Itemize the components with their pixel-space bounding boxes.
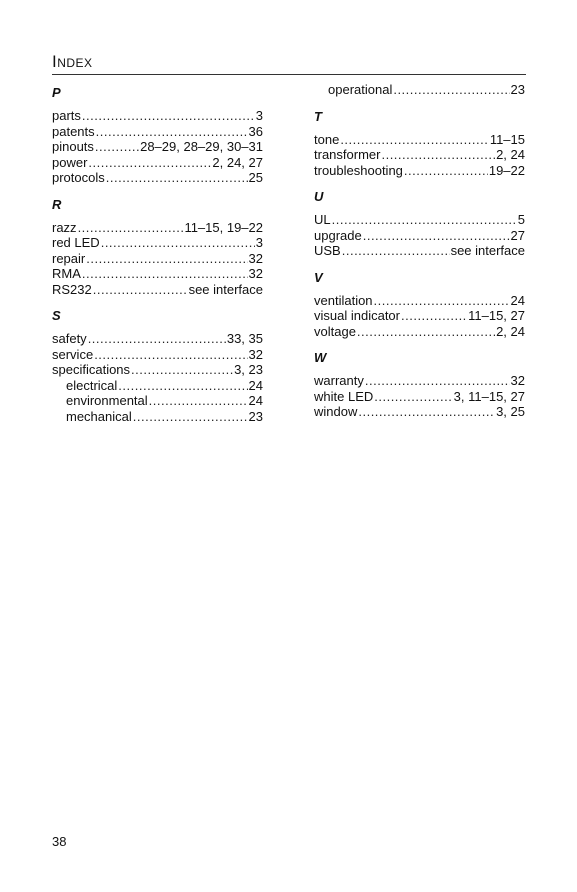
index-term: operational	[328, 82, 393, 97]
index-entry	[52, 124, 263, 140]
index-term: service	[52, 346, 94, 362]
index-pages: 2, 24, 27	[212, 154, 263, 170]
index-term: RMA	[52, 266, 81, 281]
index-column-left	[52, 82, 263, 432]
leader-dots	[118, 378, 247, 394]
index-entry	[314, 243, 525, 259]
index-entry	[52, 331, 263, 347]
leader-dots	[82, 266, 248, 282]
index-pages: 23	[510, 82, 525, 97]
leader-dots	[365, 373, 510, 389]
leader-dots	[401, 308, 467, 324]
index-term: specifications	[52, 362, 131, 377]
index-entry-continued	[314, 82, 525, 98]
index-term: white LED	[314, 388, 374, 404]
leader-dots	[149, 393, 248, 409]
index-pages: 2, 24	[496, 323, 525, 339]
index-pages: 24	[248, 377, 263, 393]
leader-dots	[94, 347, 247, 363]
index-term: RS232	[52, 281, 92, 297]
index-entry	[314, 147, 525, 163]
index-term: UL	[314, 212, 331, 227]
leader-dots	[88, 155, 211, 171]
leader-dots	[404, 163, 488, 179]
index-group-v	[314, 267, 525, 340]
leader-dots	[82, 108, 255, 124]
index-pages: 27	[510, 227, 525, 243]
leader-dots	[357, 324, 495, 340]
index-term: transformer	[314, 147, 381, 162]
leader-dots	[358, 404, 495, 420]
index-pages: 11–15, 19–22	[184, 219, 263, 235]
index-term: patents	[52, 123, 95, 139]
index-pages: 3, 25	[496, 404, 525, 419]
index-term: mechanical	[66, 408, 132, 424]
index-pages: 3	[255, 235, 263, 250]
section-letter: P	[52, 85, 61, 100]
leader-dots	[133, 409, 248, 425]
leader-dots	[340, 132, 489, 148]
index-pages: 32	[248, 346, 263, 362]
index-pages: 32	[248, 250, 263, 266]
page-number: 38	[52, 834, 67, 849]
index-pages: 24	[248, 393, 263, 408]
index-pages: 11–15	[489, 131, 525, 147]
index-entry	[314, 324, 525, 340]
section-letter: V	[314, 269, 323, 285]
index-entry	[314, 373, 525, 389]
index-term: parts	[52, 108, 81, 123]
index-pages: 28–29, 28–29, 30–31	[140, 139, 263, 154]
index-entry	[52, 170, 263, 186]
index-term: visual indicator	[314, 308, 400, 323]
index-term: warranty	[314, 373, 364, 388]
index-term: red LED	[52, 235, 100, 250]
index-entry	[52, 139, 263, 155]
index-group-t	[314, 106, 525, 179]
index-group-s	[52, 305, 263, 424]
leader-dots	[106, 170, 248, 186]
index-term: protocols	[52, 170, 105, 185]
index-entry	[314, 132, 525, 148]
section-letter: W	[314, 350, 327, 365]
index-term: environmental	[66, 393, 148, 408]
index-column-right	[314, 82, 525, 428]
index-pages: see interface	[188, 281, 263, 297]
index-entry	[52, 347, 263, 363]
index-subentry	[52, 378, 263, 394]
index-pages: 32	[248, 266, 263, 281]
index-term: voltage	[314, 323, 356, 339]
index-pages: 36	[248, 123, 263, 139]
index-entry	[314, 404, 525, 420]
leader-dots	[374, 389, 452, 405]
index-term: pinouts	[52, 139, 94, 154]
index-group-u	[314, 186, 525, 259]
index-term: troubleshooting	[314, 162, 403, 178]
index-entry	[52, 155, 263, 171]
index-entry	[52, 251, 263, 267]
leader-dots	[78, 220, 184, 236]
leader-dots	[101, 235, 255, 251]
index-term: razz	[52, 219, 77, 235]
index-pages: 24	[510, 292, 525, 308]
index-term: power	[52, 154, 88, 170]
index-pages: 33, 35	[226, 331, 263, 346]
index-pages: 3, 23	[234, 362, 263, 377]
section-letter: U	[314, 189, 324, 204]
index-entry	[52, 282, 263, 298]
index-term: electrical	[66, 377, 118, 393]
index-term: window	[314, 404, 358, 419]
index-term: tone	[314, 131, 340, 147]
index-entry	[52, 108, 263, 124]
index-pages: 3, 11–15, 27	[453, 388, 525, 404]
index-term: safety	[52, 331, 87, 346]
index-pages: 5	[517, 212, 525, 227]
index-title: Index	[52, 52, 93, 71]
index-pages: 25	[248, 170, 263, 185]
page-header	[52, 52, 526, 75]
leader-dots	[332, 212, 517, 228]
index-entry	[52, 266, 263, 282]
leader-dots	[93, 282, 188, 298]
index-entry	[314, 212, 525, 228]
leader-dots	[86, 251, 247, 267]
leader-dots	[363, 228, 510, 244]
leader-dots	[374, 293, 510, 309]
index-group-p	[52, 82, 263, 186]
index-entry	[52, 235, 263, 251]
index-pages: 23	[248, 408, 263, 424]
index-term: USB	[314, 243, 341, 258]
index-entry	[314, 293, 525, 309]
index-term: upgrade	[314, 227, 362, 243]
leader-dots	[96, 124, 248, 140]
leader-dots	[88, 331, 226, 347]
section-letter: T	[314, 108, 322, 124]
index-entry	[314, 163, 525, 179]
index-entry	[314, 389, 525, 405]
leader-dots	[342, 243, 450, 259]
index-entry	[314, 228, 525, 244]
index-pages: 32	[510, 373, 525, 388]
index-term: ventilation	[314, 292, 373, 308]
index-entry	[314, 308, 525, 324]
section-letter: S	[52, 308, 61, 323]
leader-dots	[393, 82, 509, 98]
index-entry	[52, 220, 263, 236]
leader-dots	[95, 139, 139, 155]
leader-dots	[131, 362, 233, 378]
index-entry	[52, 362, 263, 378]
index-pages: 3	[255, 108, 263, 123]
index-pages: see interface	[450, 243, 525, 258]
index-pages: 2, 24	[496, 147, 525, 162]
index-group-w	[314, 347, 525, 420]
section-letter: R	[52, 196, 62, 212]
index-pages: 19–22	[488, 162, 525, 178]
index-term: repair	[52, 250, 86, 266]
index-group-r	[52, 194, 263, 298]
index-pages: 11–15, 27	[468, 308, 525, 323]
index-subentry	[52, 393, 263, 409]
leader-dots	[381, 147, 495, 163]
index-subentry	[52, 409, 263, 425]
